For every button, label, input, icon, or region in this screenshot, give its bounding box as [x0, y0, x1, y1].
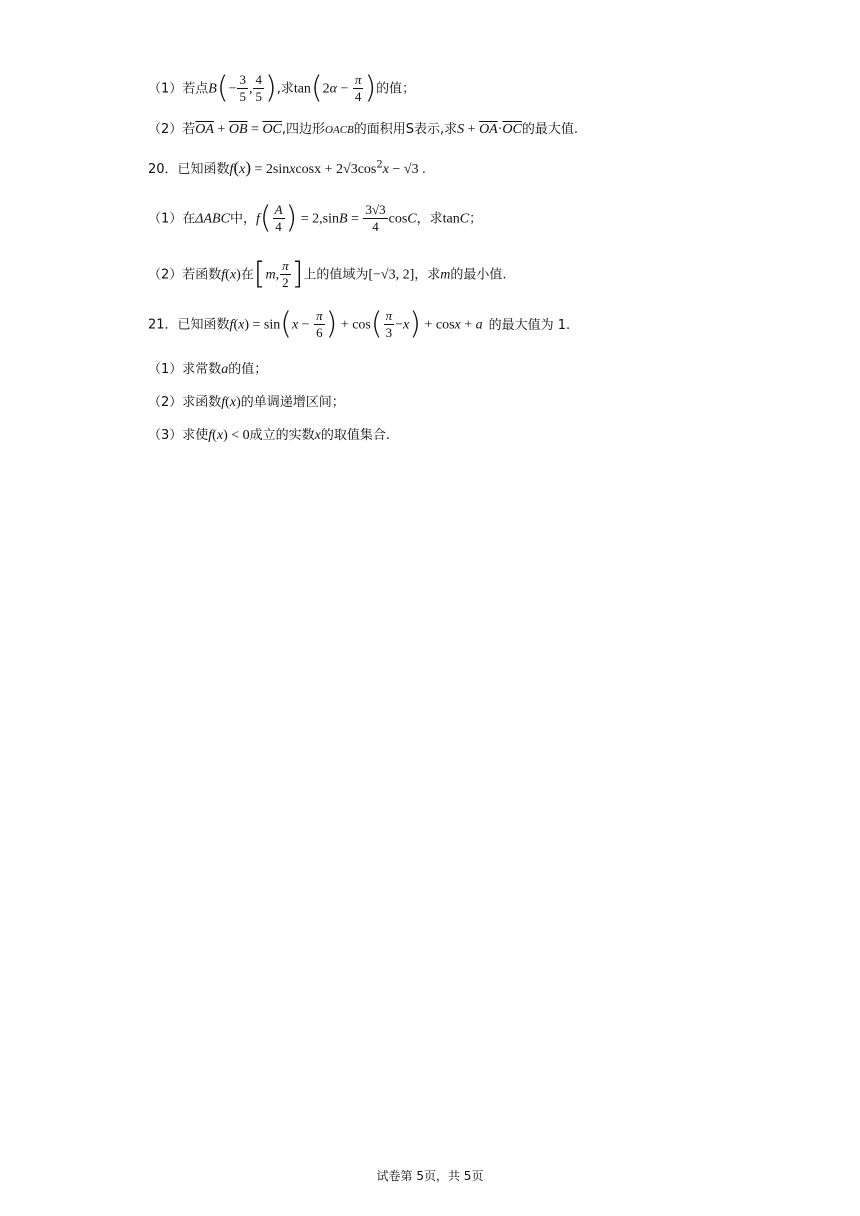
- q21-part3: （3）求使f(x) < 0成立的实数x的取值集合.: [148, 428, 390, 443]
- fraction-4-5: $\frac{4}{5}$: [255, 72, 262, 104]
- fraction-3-5: $\frac{3}{5}$: [239, 72, 246, 104]
- q19-part1-label: （1）若点: [148, 81, 209, 97]
- q21-part1: （1）求常数a的值；: [148, 362, 268, 377]
- q21-part2: （2）求函数f(x)的单调递增区间；: [148, 395, 345, 410]
- q20-stem: 20．已知函数f(x) = 2sinxcosx + $2√3\cos^2x - √3$ .: [148, 158, 426, 177]
- q20-part1: （1）在ΔABC中，f( $\frac{A}{4}$ ) = 2,sinB = $\frac{3√3}{4}$ cosC，求tanC；: [148, 200, 483, 236]
- q21-stem: 21．已知函数f(x) = sin(x − $\frac{\pi}{6}$ ) + cos( $\frac{\pi}{3}$ −x) + cosx + a 的最大值为 1.: [148, 306, 571, 342]
- q19-part2: （2）若$\overline{OA} + \overline{OB} = \overline{OC}$,四边形OACB的面积用S表示,求$S + \overline{OA}\cdot\overline{OC}$的最大值.: [148, 122, 578, 137]
- q20-part2: （2）若函数f(x)在[m, $\frac{\pi}{2}$ ]上的值域为[−√3, 2]，求m的最小值.: [148, 256, 507, 292]
- triangle-abc: ΔABC: [195, 211, 230, 227]
- quad-oacb: OACB: [325, 124, 354, 136]
- fraction-pi-4: $\frac{\pi}{4}$: [354, 72, 362, 104]
- point-b: B: [208, 81, 217, 97]
- page-footer: 试卷第 5页，共 5页: [376, 1169, 484, 1183]
- q19-part1: （1）若点B(− $\frac{3}{5}$ , $\frac{4}{5}$ ),求tan(2α − $\frac{\pi}{4}$ )的值；: [148, 70, 416, 106]
